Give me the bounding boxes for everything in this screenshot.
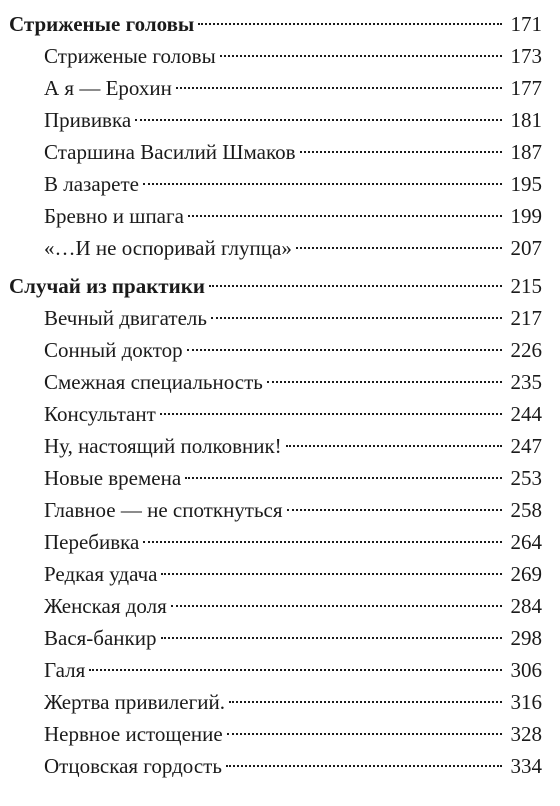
page-number: 316 bbox=[510, 690, 542, 714]
page-number: 199 bbox=[510, 204, 542, 228]
page-number: 258 bbox=[510, 498, 542, 522]
page-number: 217 bbox=[510, 306, 542, 330]
toc-entry bbox=[0, 718, 560, 750]
dot-leader bbox=[188, 215, 502, 217]
dot-leader bbox=[185, 477, 502, 479]
dot-leader bbox=[143, 183, 502, 185]
page-number: 187 bbox=[510, 140, 542, 164]
page-number: 207 bbox=[510, 236, 542, 260]
dot-leader bbox=[287, 509, 502, 511]
entry-title: Перебивка bbox=[44, 530, 140, 554]
toc-entry bbox=[0, 232, 560, 264]
dot-leader bbox=[229, 701, 502, 703]
entry-title: Нервное истощение bbox=[44, 722, 223, 746]
page-number: 306 bbox=[510, 658, 542, 682]
entry-title: В лазарете bbox=[44, 172, 139, 196]
page-number: 177 bbox=[510, 76, 542, 100]
entry-title: Сонный доктор bbox=[44, 338, 183, 362]
dot-leader bbox=[160, 413, 502, 415]
page-number: 264 bbox=[510, 530, 542, 554]
page-number: 226 bbox=[510, 338, 542, 362]
toc-entry bbox=[0, 462, 560, 494]
toc-entry bbox=[0, 40, 560, 72]
toc-entry bbox=[0, 334, 560, 366]
toc-entry bbox=[0, 366, 560, 398]
page-number: 284 bbox=[510, 594, 542, 618]
toc-entry bbox=[0, 590, 560, 622]
toc-entry bbox=[0, 654, 560, 686]
entry-title: Старшина Василий Шмаков bbox=[44, 140, 296, 164]
entry-title: Жертва привилегий. bbox=[44, 690, 225, 714]
page-number: 244 bbox=[510, 402, 542, 426]
page-number: 181 bbox=[510, 108, 542, 132]
entry-title: Галя bbox=[44, 658, 86, 682]
entry-title: Консультант bbox=[44, 402, 156, 426]
dot-leader bbox=[211, 317, 502, 319]
dot-leader bbox=[161, 573, 502, 575]
toc-entry bbox=[0, 526, 560, 558]
dot-leader bbox=[187, 349, 502, 351]
toc-entry bbox=[0, 558, 560, 590]
toc-entry bbox=[0, 302, 560, 334]
dot-leader bbox=[135, 119, 502, 121]
entry-title: Прививка bbox=[44, 108, 132, 132]
page-number: 171 bbox=[510, 12, 542, 36]
toc-entry bbox=[0, 622, 560, 654]
entry-title: Женская доля bbox=[44, 594, 167, 618]
page-number: 334 bbox=[510, 754, 542, 778]
page-number: 247 bbox=[510, 434, 542, 458]
toc-section-heading bbox=[0, 270, 560, 302]
page-number: 328 bbox=[510, 722, 542, 746]
entry-title: Главное — не споткнуться bbox=[44, 498, 283, 522]
dot-leader bbox=[198, 23, 502, 25]
dot-leader bbox=[176, 87, 502, 89]
section-title: Случай из практики bbox=[9, 274, 205, 298]
toc-entry bbox=[0, 398, 560, 430]
dot-leader bbox=[220, 55, 502, 57]
entry-title: Отцовская гордость bbox=[44, 754, 222, 778]
dot-leader bbox=[300, 151, 503, 153]
dot-leader bbox=[161, 637, 503, 639]
dot-leader bbox=[209, 285, 502, 287]
toc-entry bbox=[0, 200, 560, 232]
toc-entry bbox=[0, 104, 560, 136]
entry-title: Вечный двигатель bbox=[44, 306, 207, 330]
toc-entry bbox=[0, 750, 560, 782]
dot-leader bbox=[171, 605, 502, 607]
toc-entry bbox=[0, 494, 560, 526]
dot-leader bbox=[286, 445, 502, 447]
toc-entry bbox=[0, 430, 560, 462]
page-number: 195 bbox=[510, 172, 542, 196]
entry-title: А я — Ерохин bbox=[44, 76, 172, 100]
page-number: 269 bbox=[510, 562, 542, 586]
page-number: 235 bbox=[510, 370, 542, 394]
toc-section-heading bbox=[0, 8, 560, 40]
entry-title: Бревно и шпага bbox=[44, 204, 184, 228]
entry-title: «…И не оспоривай глупца» bbox=[44, 236, 292, 260]
toc-entry bbox=[0, 168, 560, 200]
toc-entry bbox=[0, 72, 560, 104]
entry-title: Стриженые головы bbox=[44, 44, 216, 68]
entry-title: Смежная специальность bbox=[44, 370, 263, 394]
page-number: 215 bbox=[510, 274, 542, 298]
entry-title: Новые времена bbox=[44, 466, 182, 490]
dot-leader bbox=[296, 247, 502, 249]
dot-leader bbox=[267, 381, 502, 383]
section-title: Стриженые головы bbox=[9, 12, 195, 36]
dot-leader bbox=[143, 541, 502, 543]
dot-leader bbox=[89, 669, 502, 671]
dot-leader bbox=[226, 765, 502, 767]
entry-title: Редкая удача bbox=[44, 562, 158, 586]
dot-leader bbox=[227, 733, 502, 735]
page-number: 173 bbox=[510, 44, 542, 68]
toc-entry bbox=[0, 686, 560, 718]
page-number: 298 bbox=[510, 626, 542, 650]
table-of-contents bbox=[0, 8, 560, 782]
entry-title: Ну, настоящий полковник! bbox=[44, 434, 282, 458]
toc-entry bbox=[0, 136, 560, 168]
page-number: 253 bbox=[510, 466, 542, 490]
entry-title: Вася-банкир bbox=[44, 626, 157, 650]
